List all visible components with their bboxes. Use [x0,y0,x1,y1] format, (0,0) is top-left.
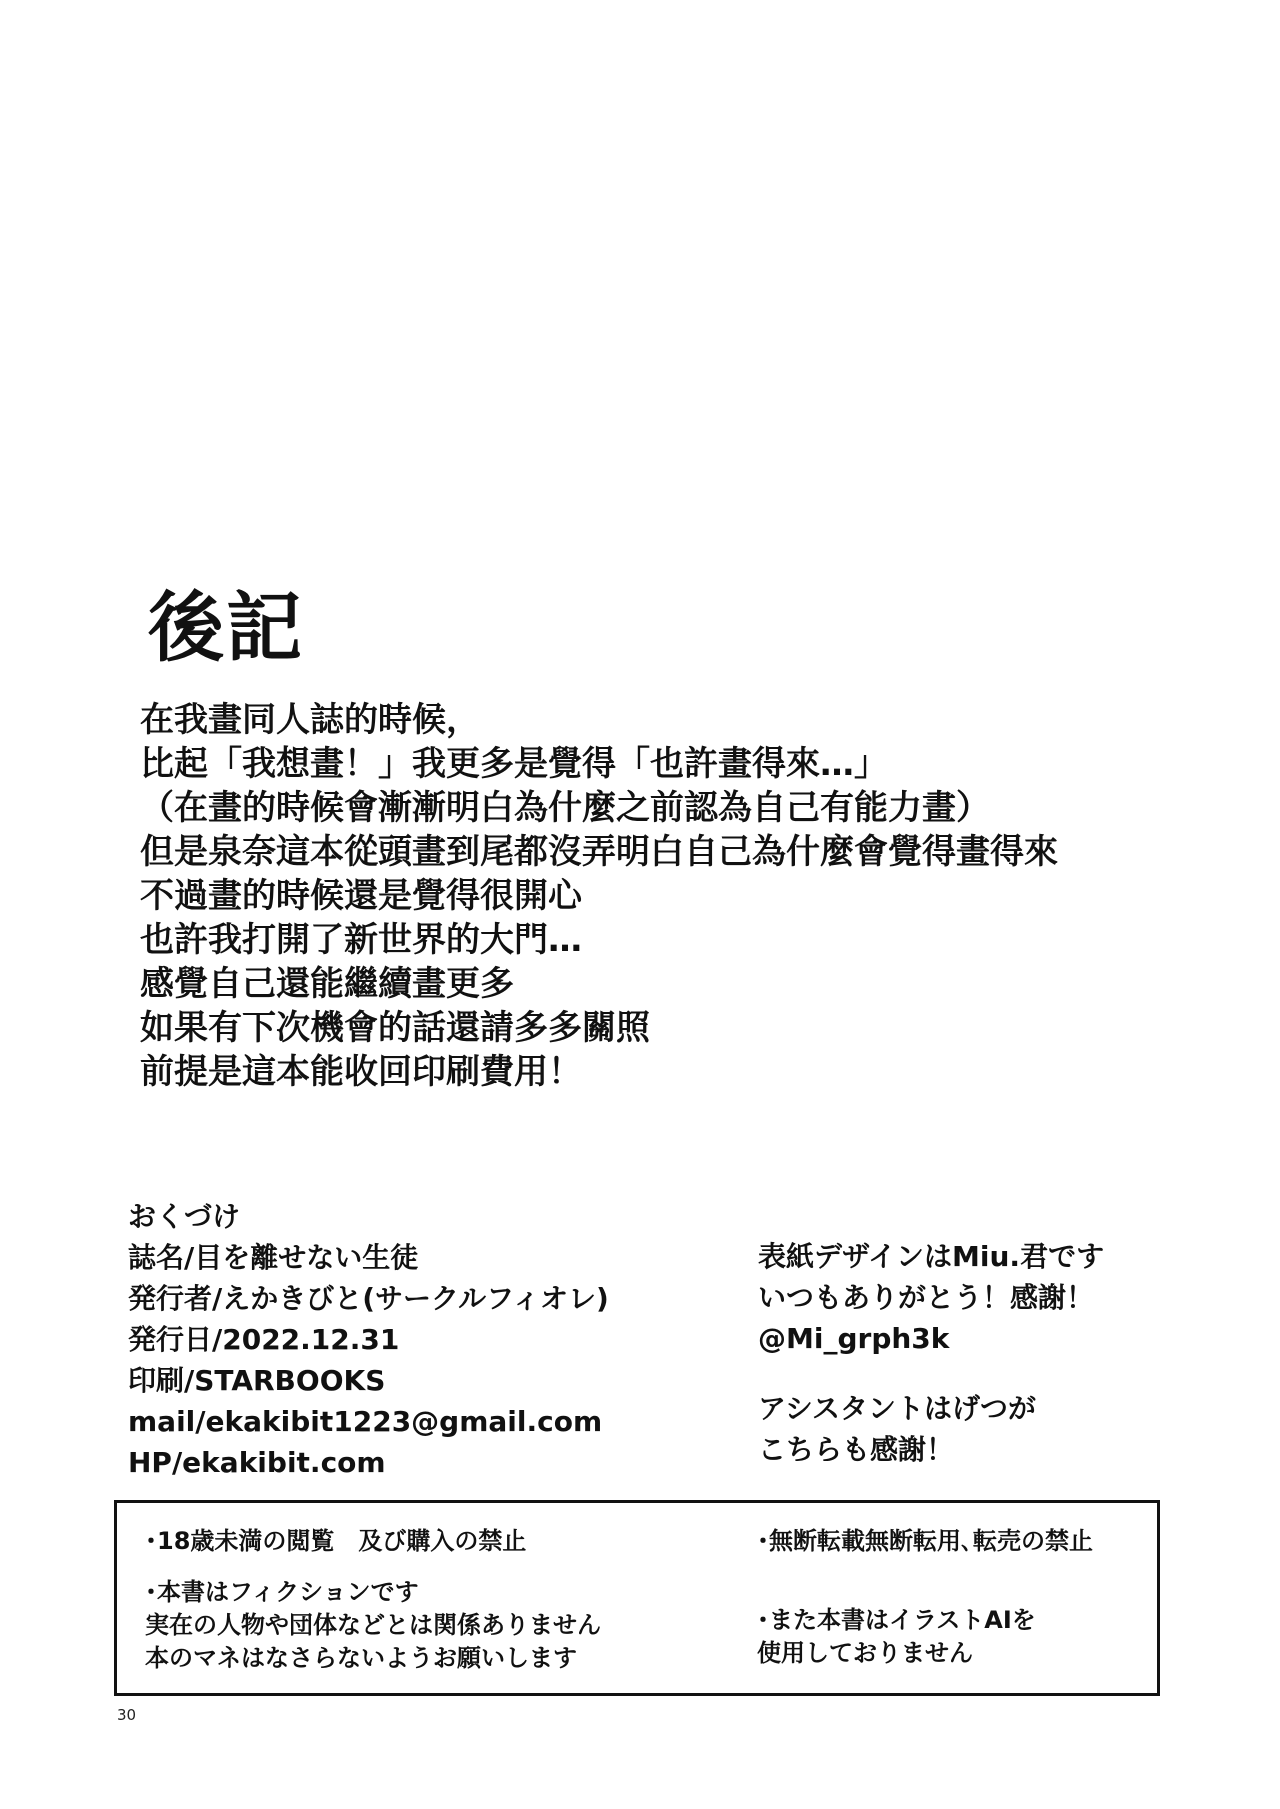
colophon [128,1196,708,1483]
credits [758,1236,1218,1470]
colophon-printer: 印刷/STARBOOKS [128,1364,386,1397]
notice-fiction: ･本書はフィクションです [145,1578,419,1606]
assistant-credit: アシスタントはげつが [758,1392,1037,1425]
afterword-line: 不過畫的時候還是覺得很開心 [140,876,582,916]
afterword-line: （在畫的時候會漸漸明白為什麼之前認為自己有能力畫） [140,788,990,828]
colophon-mail: mail/ekakibit1223@gmail.com [128,1405,603,1438]
credits-spacer [758,1359,1218,1388]
notice-column-right [757,1525,1147,1670]
colophon-homepage: HP/ekakibit.com [128,1446,386,1479]
notice-spacer [145,1558,705,1576]
notice-spacer [757,1558,1147,1604]
afterword-line: 如果有下次機會的話還請多多關照 [140,1008,650,1048]
colophon-date: 発行日/2022.12.31 [128,1323,400,1356]
cover-design-thanks: いつもありがとう！感謝！ [758,1281,1095,1314]
notice-box [114,1500,1160,1696]
colophon-title: 誌名/目を離せない生徒 [128,1241,419,1274]
notice-reprint-ban: ･無断転載無断転用､転売の禁止 [757,1527,1093,1555]
notice-fiction-no-imitation: 本のマネはなさらないようお願いします [145,1644,577,1672]
cover-designer-handle: @Mi_grph3k [758,1322,950,1355]
afterword-line: 感覺自己還能繼續畫更多 [140,964,514,1004]
afterword-line: 比起「我想畫！」我更多是覺得「也許畫得來…」 [140,744,888,784]
notice-column-left [145,1525,705,1675]
notice-no-ai-cont: 使用しておりません [757,1639,973,1667]
afterword-line: 但是泉奈這本從頭畫到尾都沒弄明白自己為什麼會覺得畫得來 [140,832,1058,872]
page-number: 30 [117,1706,137,1724]
assistant-thanks: こちらも感謝！ [758,1433,955,1466]
notice-no-ai: ･また本書はイラストAIを [757,1606,1036,1634]
afterword-body [140,698,1140,1094]
afterword-line: 前提是這本能收回印刷費用！ [140,1052,582,1092]
afterword-line: 在我畫同人誌的時候， [140,700,480,740]
colophon-publisher: 発行者/えかきびと(サークルフィオレ) [128,1282,609,1315]
notice-fiction-unrelated: 実在の人物や団体などとは関係ありません [145,1611,601,1639]
afterword-heading: 後記 [148,583,304,672]
cover-design-credit: 表紙デザインはMiu.君です [758,1240,1105,1273]
notice-age-restriction: ･18歳未満の閲覧 及び購入の禁止 [145,1527,527,1555]
colophon-heading: おくづけ [128,1200,241,1233]
afterword-line: 也許我打開了新世界的大門… [140,920,582,960]
